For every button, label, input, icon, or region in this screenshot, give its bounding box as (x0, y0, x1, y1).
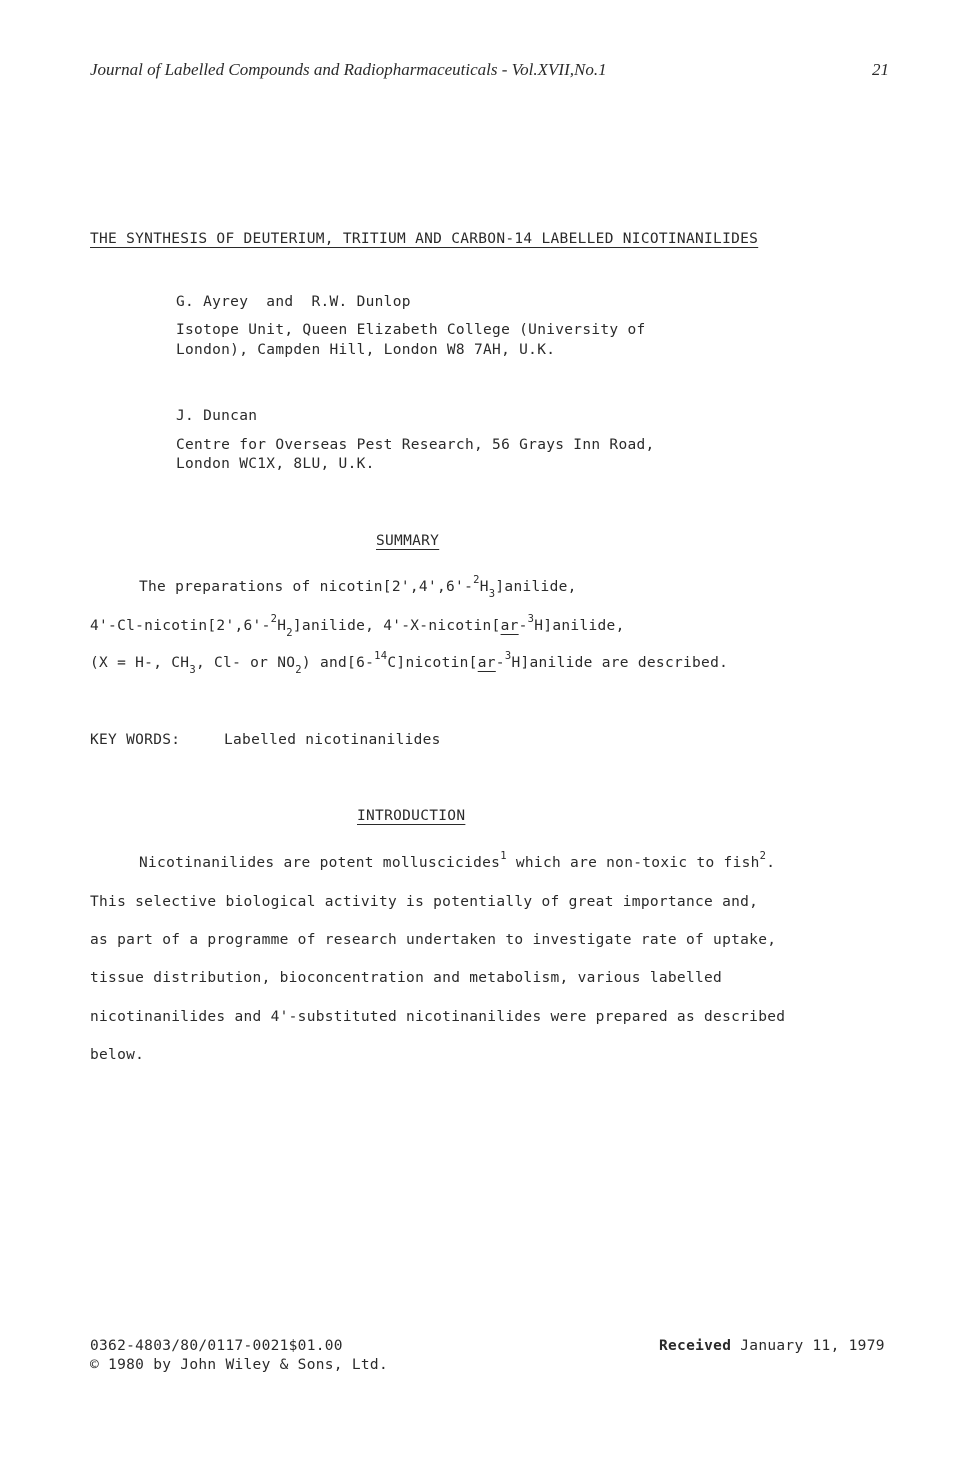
page-number: 21 (872, 60, 889, 79)
summary-line-3: (X = H-, $CH_3$, Cl- or $NO_2$) and[6-$^{14}$C]nicotin[ar-$^3$H]anilide are described. (90, 650, 729, 676)
affiliation-1-line-2: London), Campden Hill, London W8 7AH, U.K. (176, 342, 556, 358)
intro-line-1: Nicotinanilides are potent molluscicides$^1$ which are non-toxic to fish$^2$. (139, 850, 776, 871)
introduction-heading: INTRODUCTION (357, 808, 466, 824)
keywords-label: KEY WORDS: (90, 732, 181, 748)
article-title: THE SYNTHESIS OF DEUTERIUM, TRITIUM AND CARBON-14 LABELLED NICOTINANILIDES (90, 231, 759, 247)
intro-line-5: nicotinanilides and 4'-substituted nicotinanilides were prepared as described (90, 1009, 786, 1025)
affiliation-2-line-1: Centre for Overseas Pest Research, 56 Grays Inn Road, (176, 437, 655, 453)
affiliation-1-line-1: Isotope Unit, Queen Elizabeth College (University of (176, 322, 646, 338)
footer-copyright: © 1980 by John Wiley & Sons, Ltd. (90, 1357, 388, 1373)
received-date (659, 1338, 885, 1354)
received-date-value: January 11, 1979 (740, 1338, 885, 1354)
footer-code: 0362-4803/80/0117-0021$01.00 (90, 1338, 343, 1354)
summary-heading: SUMMARY (376, 533, 440, 549)
received-label: Received (659, 1338, 732, 1354)
intro-line-4: tissue distribution, bioconcentration and metabolism, various labelled (90, 970, 723, 986)
summary-line-2: $4'-Cl-nicotin[2',6'-^2H_2]anilide$, 4'-X-nicotin[ar-$^3$H]anilide, (90, 613, 625, 639)
intro-line-3: as part of a programme of research undertaken to investigate rate of uptake, (90, 932, 777, 948)
authors-1: G. Ayrey and R.W. Dunlop (176, 294, 411, 310)
keywords-value: Labelled nicotinanilides (224, 732, 441, 748)
journal-header: Journal of Labelled Compounds and Radiopharmaceuticals - Vol.XVII,No.1 (90, 60, 607, 79)
authors-2: J. Duncan (176, 408, 258, 424)
intro-line-2: This selective biological activity is potentially of great importance and, (90, 894, 759, 910)
affiliation-2-line-2: London WC1X, 8LU, U.K. (176, 456, 375, 472)
intro-line-6: below. (90, 1047, 145, 1063)
summary-line-1: The preparations of $nicotin[2',4',6'-^2H_3]anilide$, (139, 574, 577, 600)
